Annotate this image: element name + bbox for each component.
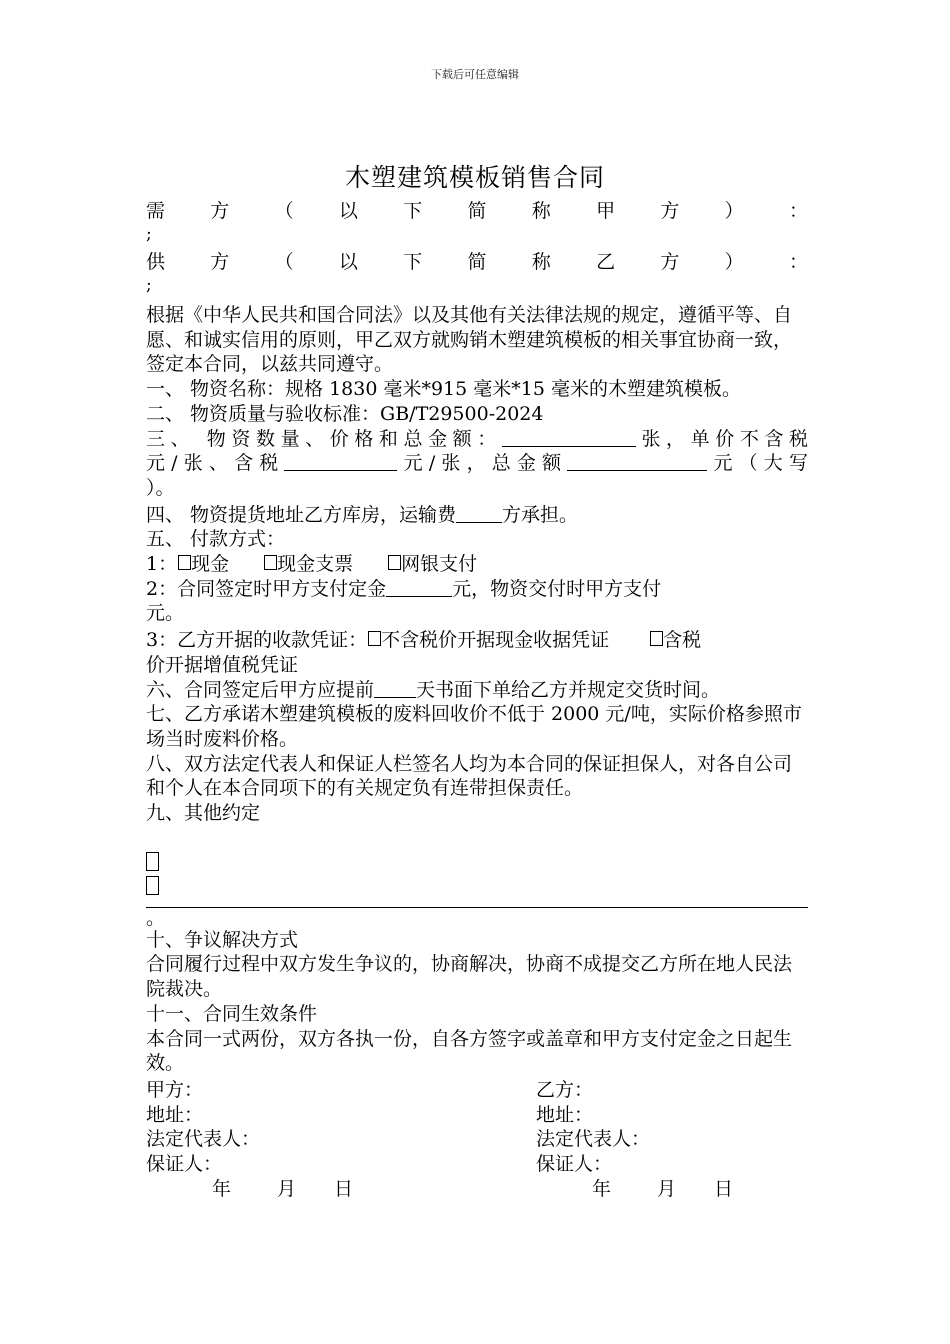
signature-block xyxy=(146,1078,808,1202)
clause-6 xyxy=(146,678,808,703)
clause-3 xyxy=(146,427,808,452)
clause-4 xyxy=(146,503,808,528)
clause-3-text-c: 元/张、含税 xyxy=(146,452,285,475)
signature-party-b xyxy=(536,1078,808,1202)
party-a-month: 月 xyxy=(277,1177,297,1200)
party-a-year: 年 xyxy=(212,1177,232,1200)
clause-6-text-a: 六、合同签定后甲方应提前 xyxy=(146,678,375,701)
other-terms-box-2[interactable] xyxy=(146,876,159,895)
header-note: 下载后可任意编辑 xyxy=(431,68,519,81)
seller-line-char: 方 xyxy=(210,251,230,273)
party-a-guarantor: 保证人： xyxy=(146,1153,223,1176)
seller-line-char: ： xyxy=(788,251,808,273)
buyer-party-line xyxy=(146,199,808,224)
seller-line-char: 供 xyxy=(146,251,166,273)
signature-party-a xyxy=(146,1078,536,1202)
party-a-label: 甲方： xyxy=(146,1078,204,1101)
clause-1: 一、 物资名称：规格 1830 毫米*915 毫米*15 毫米的木塑建筑模板。 xyxy=(146,378,741,401)
buyer-line-char: 简 xyxy=(467,200,487,222)
buyer-line-char: 需 xyxy=(146,200,166,222)
clause-9-end: 。 xyxy=(146,906,166,929)
receipt-text-a: 3：乙方开据的收款凭证： xyxy=(146,629,368,652)
buyer-line-char: ： xyxy=(788,200,808,222)
clause-9: 九、其他约定 xyxy=(146,802,261,825)
preamble: 根据《中华人民共和国合同法》以及其他有关法律法规的规定，遵循平等、自愿、和诚实信用的原则，甲乙双方就购销木塑建筑模板的相关事宜协商一致，签定本合同，以兹共同遵守。 xyxy=(146,304,793,376)
clause-3-text-b: 张，单价不含税 xyxy=(635,427,808,450)
buyer-line-char: （ xyxy=(274,200,294,222)
party-b-guarantor: 保证人： xyxy=(536,1153,613,1176)
option-online-bank: 网银支付 xyxy=(401,553,478,576)
buyer-semicolon: ; xyxy=(146,224,152,244)
party-b-label: 乙方： xyxy=(536,1078,594,1101)
clause-5: 五、 付款方式： xyxy=(146,528,286,551)
seller-line-char: 下 xyxy=(403,251,423,273)
buyer-line-char: 下 xyxy=(403,200,423,222)
buyer-line-char: 方 xyxy=(660,200,680,222)
clause-7: 七、乙方承诺木塑建筑模板的废料回收价不低于 2000 元/吨，实际价格参照市场当时废料价格。 xyxy=(146,703,802,750)
checkbox-cash-check[interactable] xyxy=(264,555,277,570)
other-terms-area xyxy=(146,852,808,895)
clause-4-text-b: 方承担。 xyxy=(502,503,579,526)
party-a-day: 日 xyxy=(334,1177,354,1200)
seller-line-char: 称 xyxy=(531,251,551,273)
seller-party-line xyxy=(146,250,808,275)
deposit-text-b: 元，物资交付时甲方支付 xyxy=(452,577,662,600)
seller-line-char: 简 xyxy=(467,251,487,273)
seller-line-char: 乙 xyxy=(596,251,616,273)
seller-line-char: ） xyxy=(724,251,744,273)
party-a-address: 地址： xyxy=(146,1103,204,1126)
seller-line-char: 以 xyxy=(338,251,358,273)
buyer-line-char: ） xyxy=(724,200,744,222)
receipt-text-c: 含税 xyxy=(663,629,702,652)
total-amount-blank[interactable] xyxy=(567,451,707,471)
deposit-text-a: 2：合同签定时甲方支付定金 xyxy=(146,577,387,600)
payment-options xyxy=(146,552,808,577)
buyer-line-char: 称 xyxy=(531,200,551,222)
option-cash-check: 现金支票 xyxy=(277,553,354,576)
party-b-year: 年 xyxy=(592,1177,612,1200)
clause-3-text-e: 元（大写 xyxy=(707,452,808,475)
party-b-date xyxy=(536,1177,808,1202)
clause-10-body: 合同履行过程中双方发生争议的，协商解决，协商不成提交乙方所在地人民法院裁决。 xyxy=(146,953,793,1001)
buyer-line-char: 以 xyxy=(338,200,358,222)
receipt-text-b: 不含税价开据现金收据凭证 xyxy=(381,629,610,652)
party-b-address: 地址： xyxy=(536,1103,594,1126)
contract-body xyxy=(146,198,808,1202)
clause-3-end: ）。 xyxy=(146,476,175,499)
clause-3-text-d: 元/张，总金额 xyxy=(397,452,568,475)
freight-party-blank[interactable] xyxy=(456,503,502,523)
receipt-cont: 价开据增值税凭证 xyxy=(146,653,299,676)
buyer-line-char: 甲 xyxy=(596,200,616,222)
clause-3-text-a: 三、 物资数量、价格和总金额： xyxy=(146,427,502,450)
party-b-rep: 法定代表人： xyxy=(536,1128,651,1151)
checkbox-no-tax-receipt[interactable] xyxy=(368,631,381,646)
party-b-month: 月 xyxy=(657,1177,677,1200)
clause-2: 二、 物资质量与验收标准：GB/T29500-2024 xyxy=(146,402,544,425)
party-b-day: 日 xyxy=(714,1177,734,1200)
buyer-line-char: 方 xyxy=(210,200,230,222)
party-a-date xyxy=(146,1177,536,1202)
clause-4-text-a: 四、 物资提货地址乙方库房，运输费 xyxy=(146,503,457,526)
clause-3-cont xyxy=(146,451,808,476)
clause-6-text-b: 天书面下单给乙方并规定交货时间。 xyxy=(416,678,721,701)
checkbox-tax-invoice[interactable] xyxy=(650,631,663,646)
tax-price-blank[interactable] xyxy=(284,451,397,471)
receipt-line xyxy=(146,628,808,653)
clause-8: 八、双方法定代表人和保证人栏签名人均为本合同的保证担保人，对各自公司和个人在本合同项下的有关规定负有连带担保责任。 xyxy=(146,752,793,800)
checkbox-online-bank[interactable] xyxy=(388,555,401,570)
payment-options-prefix: 1： xyxy=(146,553,178,576)
clause-10-title: 十、争议解决方式 xyxy=(146,928,299,951)
seller-line-char: （ xyxy=(274,251,294,273)
seller-line-char: 方 xyxy=(660,251,680,273)
deposit-blank[interactable] xyxy=(386,577,452,597)
document-title: 木塑建筑模板销售合同 xyxy=(344,163,605,192)
deposit-line xyxy=(146,577,808,602)
clause-11-title: 十一、合同生效条件 xyxy=(146,1002,318,1025)
quantity-blank[interactable] xyxy=(502,427,636,447)
option-cash: 现金 xyxy=(191,553,230,576)
party-a-rep: 法定代表人： xyxy=(146,1128,261,1151)
clause-11-body: 本合同一式两份，双方各执一份，自各方签字或盖章和甲方支付定金之日起生效。 xyxy=(146,1027,793,1075)
lead-days-blank[interactable] xyxy=(374,678,416,698)
checkbox-cash[interactable] xyxy=(178,555,191,570)
seller-semicolon: ; xyxy=(146,275,152,295)
deposit-end: 元。 xyxy=(146,602,185,625)
other-terms-box-1[interactable] xyxy=(146,852,159,871)
